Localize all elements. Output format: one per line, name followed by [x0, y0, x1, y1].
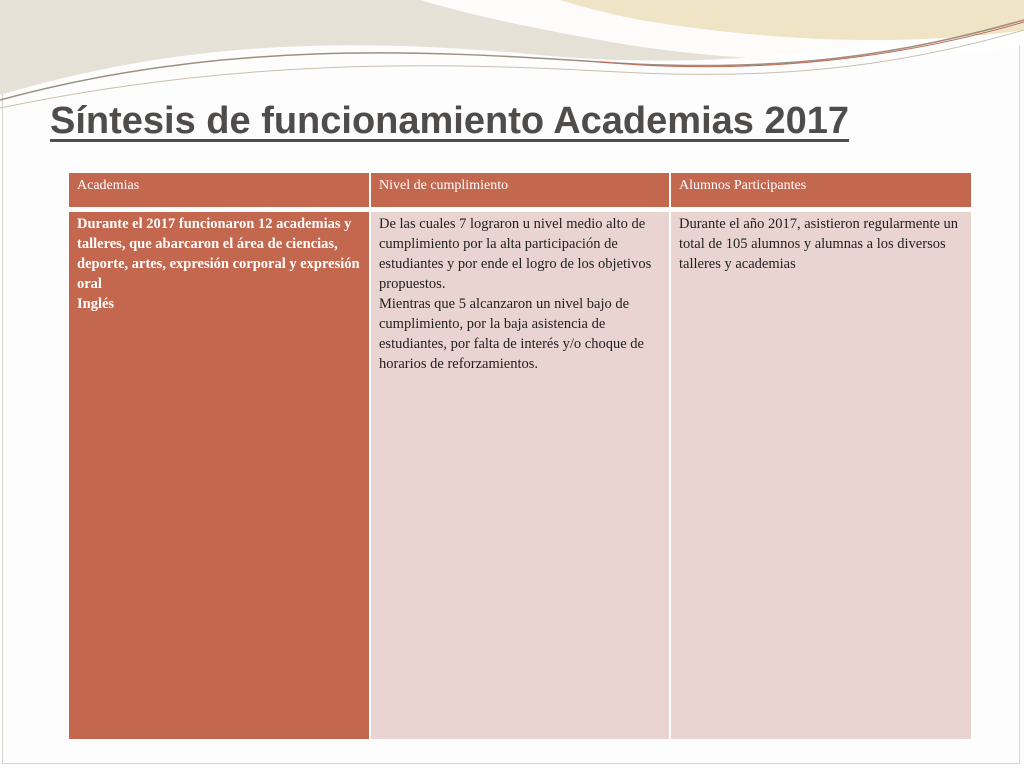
slide-title: Síntesis de funcionamiento Academias 2017 [50, 100, 849, 142]
cell-nivel-text-1: De las cuales 7 lograron u nivel medio alto de cumplimiento por la alta participación de estudiantes y por ende el logro de los objetivos propuestos. [379, 216, 652, 292]
cell-academias-text-2: Inglés [77, 296, 115, 312]
cell-alumnos-participantes [670, 208, 972, 740]
summary-table [68, 172, 972, 740]
cell-academias [68, 208, 370, 740]
cell-academias-text: Durante el 2017 funcionaron 12 academias y talleres, que abarcaron el área de ciencias, deporte, artes, expresión corporal y expresión oral [77, 216, 360, 292]
header-alumnos-participantes: Alumnos Participantes [670, 172, 972, 208]
cell-alumnos-text: Durante el año 2017, asistieron regularmente un total de 105 alumnos y alumnas a los diversos talleres y academias [679, 216, 959, 272]
header-nivel-cumplimiento: Nivel de cumplimiento [370, 172, 670, 208]
cell-nivel-cumplimiento [370, 208, 670, 740]
header-academias: Academias [68, 172, 370, 208]
cell-nivel-text-2: Mientras que 5 alcanzaron un nivel bajo de cumplimiento, por la baja asistencia de estudiantes, por falta de interés y/o choque de horarios de reforzamientos. [379, 296, 644, 372]
